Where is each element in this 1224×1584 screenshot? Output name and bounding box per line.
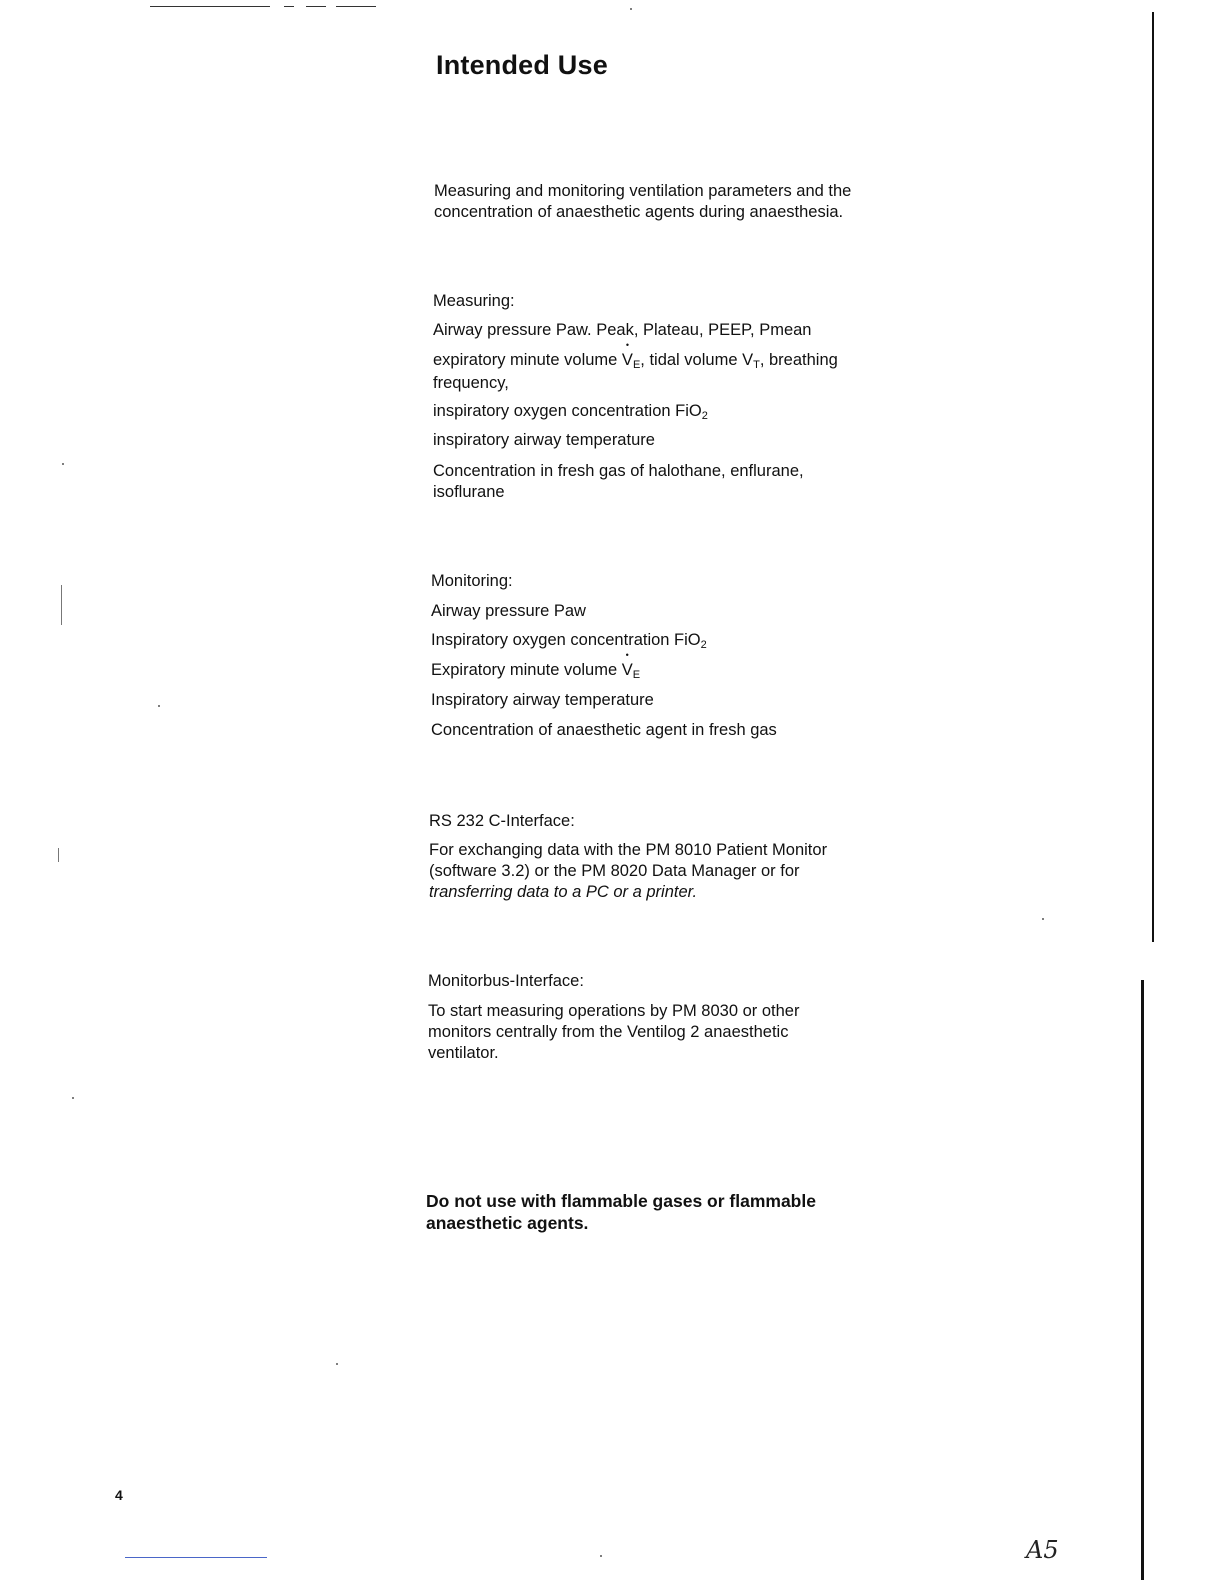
page-edge-line (1141, 980, 1144, 1580)
measuring-item-minute-volume: expiratory minute volume • $V_E$, tidal volume $V_T$, breathing frequency, (433, 350, 838, 394)
scan-speck (600, 1555, 602, 1557)
scan-mark (58, 848, 59, 862)
monitoring-item-minute-volume: Expiratory minute volume • $V_E$ (431, 660, 640, 683)
monitoring-item-temperature: Inspiratory airway temperature (431, 691, 654, 709)
measuring-item-temperature: inspiratory airway temperature (433, 431, 655, 449)
rs232-paragraph: For exchanging data with the PM 8010 Patient Monitor (software 3.2) or the PM 8020 Data Manager or for transferring data to a PC or a printer. (429, 841, 828, 901)
top-rule (306, 6, 326, 7)
intro-line: Measuring and monitoring ventilation parameters and the (434, 182, 852, 200)
warning-notice: Do not use with flammable gases or flammable anaesthetic agents. (426, 1191, 816, 1233)
top-rule (284, 6, 294, 7)
monitorbus-paragraph: To start measuring operations by PM 8030 or other monitors centrally from the Ventilog 2 anaesthetic ventilator. (428, 1002, 800, 1062)
scan-mark (61, 585, 62, 625)
intro-line: concentration of anaesthetic agents during anaesthesia. (434, 203, 844, 221)
measuring-item-airway-pressure: Airway pressure Paw. Peak, Plateau, PEEP, Pmean (433, 321, 812, 339)
rs232-heading: RS 232 C-Interface: (429, 812, 575, 830)
measuring-item-oxygen: inspiratory oxygen concentration FiO$_2$ (433, 402, 708, 422)
scan-speck (158, 705, 160, 707)
top-rule (336, 6, 376, 7)
scan-speck (336, 1363, 338, 1365)
page-number: 4 (115, 1487, 123, 1503)
monitorbus-heading: Monitorbus-Interface: (428, 972, 584, 990)
scan-speck (72, 1097, 74, 1099)
scan-speck (630, 8, 632, 10)
page-edge-line (1152, 12, 1154, 942)
monitoring-item-oxygen: Inspiratory oxygen concentration FiO$_2$ (431, 631, 707, 651)
measuring-item-concentration: Concentration in fresh gas of halothane, enflurane, isoflurane (433, 462, 804, 501)
page-title: Intended Use (436, 50, 608, 80)
scan-speck (62, 463, 64, 465)
monitoring-item-concentration: Concentration of anaesthetic agent in fresh gas (431, 721, 777, 739)
handwritten-margin-note: A5 (1026, 1536, 1059, 1564)
intro-paragraph (434, 181, 851, 223)
top-rule (150, 6, 270, 7)
monitoring-item-airway-pressure: Airway pressure Paw (431, 602, 586, 620)
measuring-heading: Measuring: (433, 292, 515, 310)
monitoring-heading: Monitoring: (431, 572, 513, 590)
scan-speck (1042, 918, 1044, 920)
bottom-rule (125, 1557, 267, 1558)
